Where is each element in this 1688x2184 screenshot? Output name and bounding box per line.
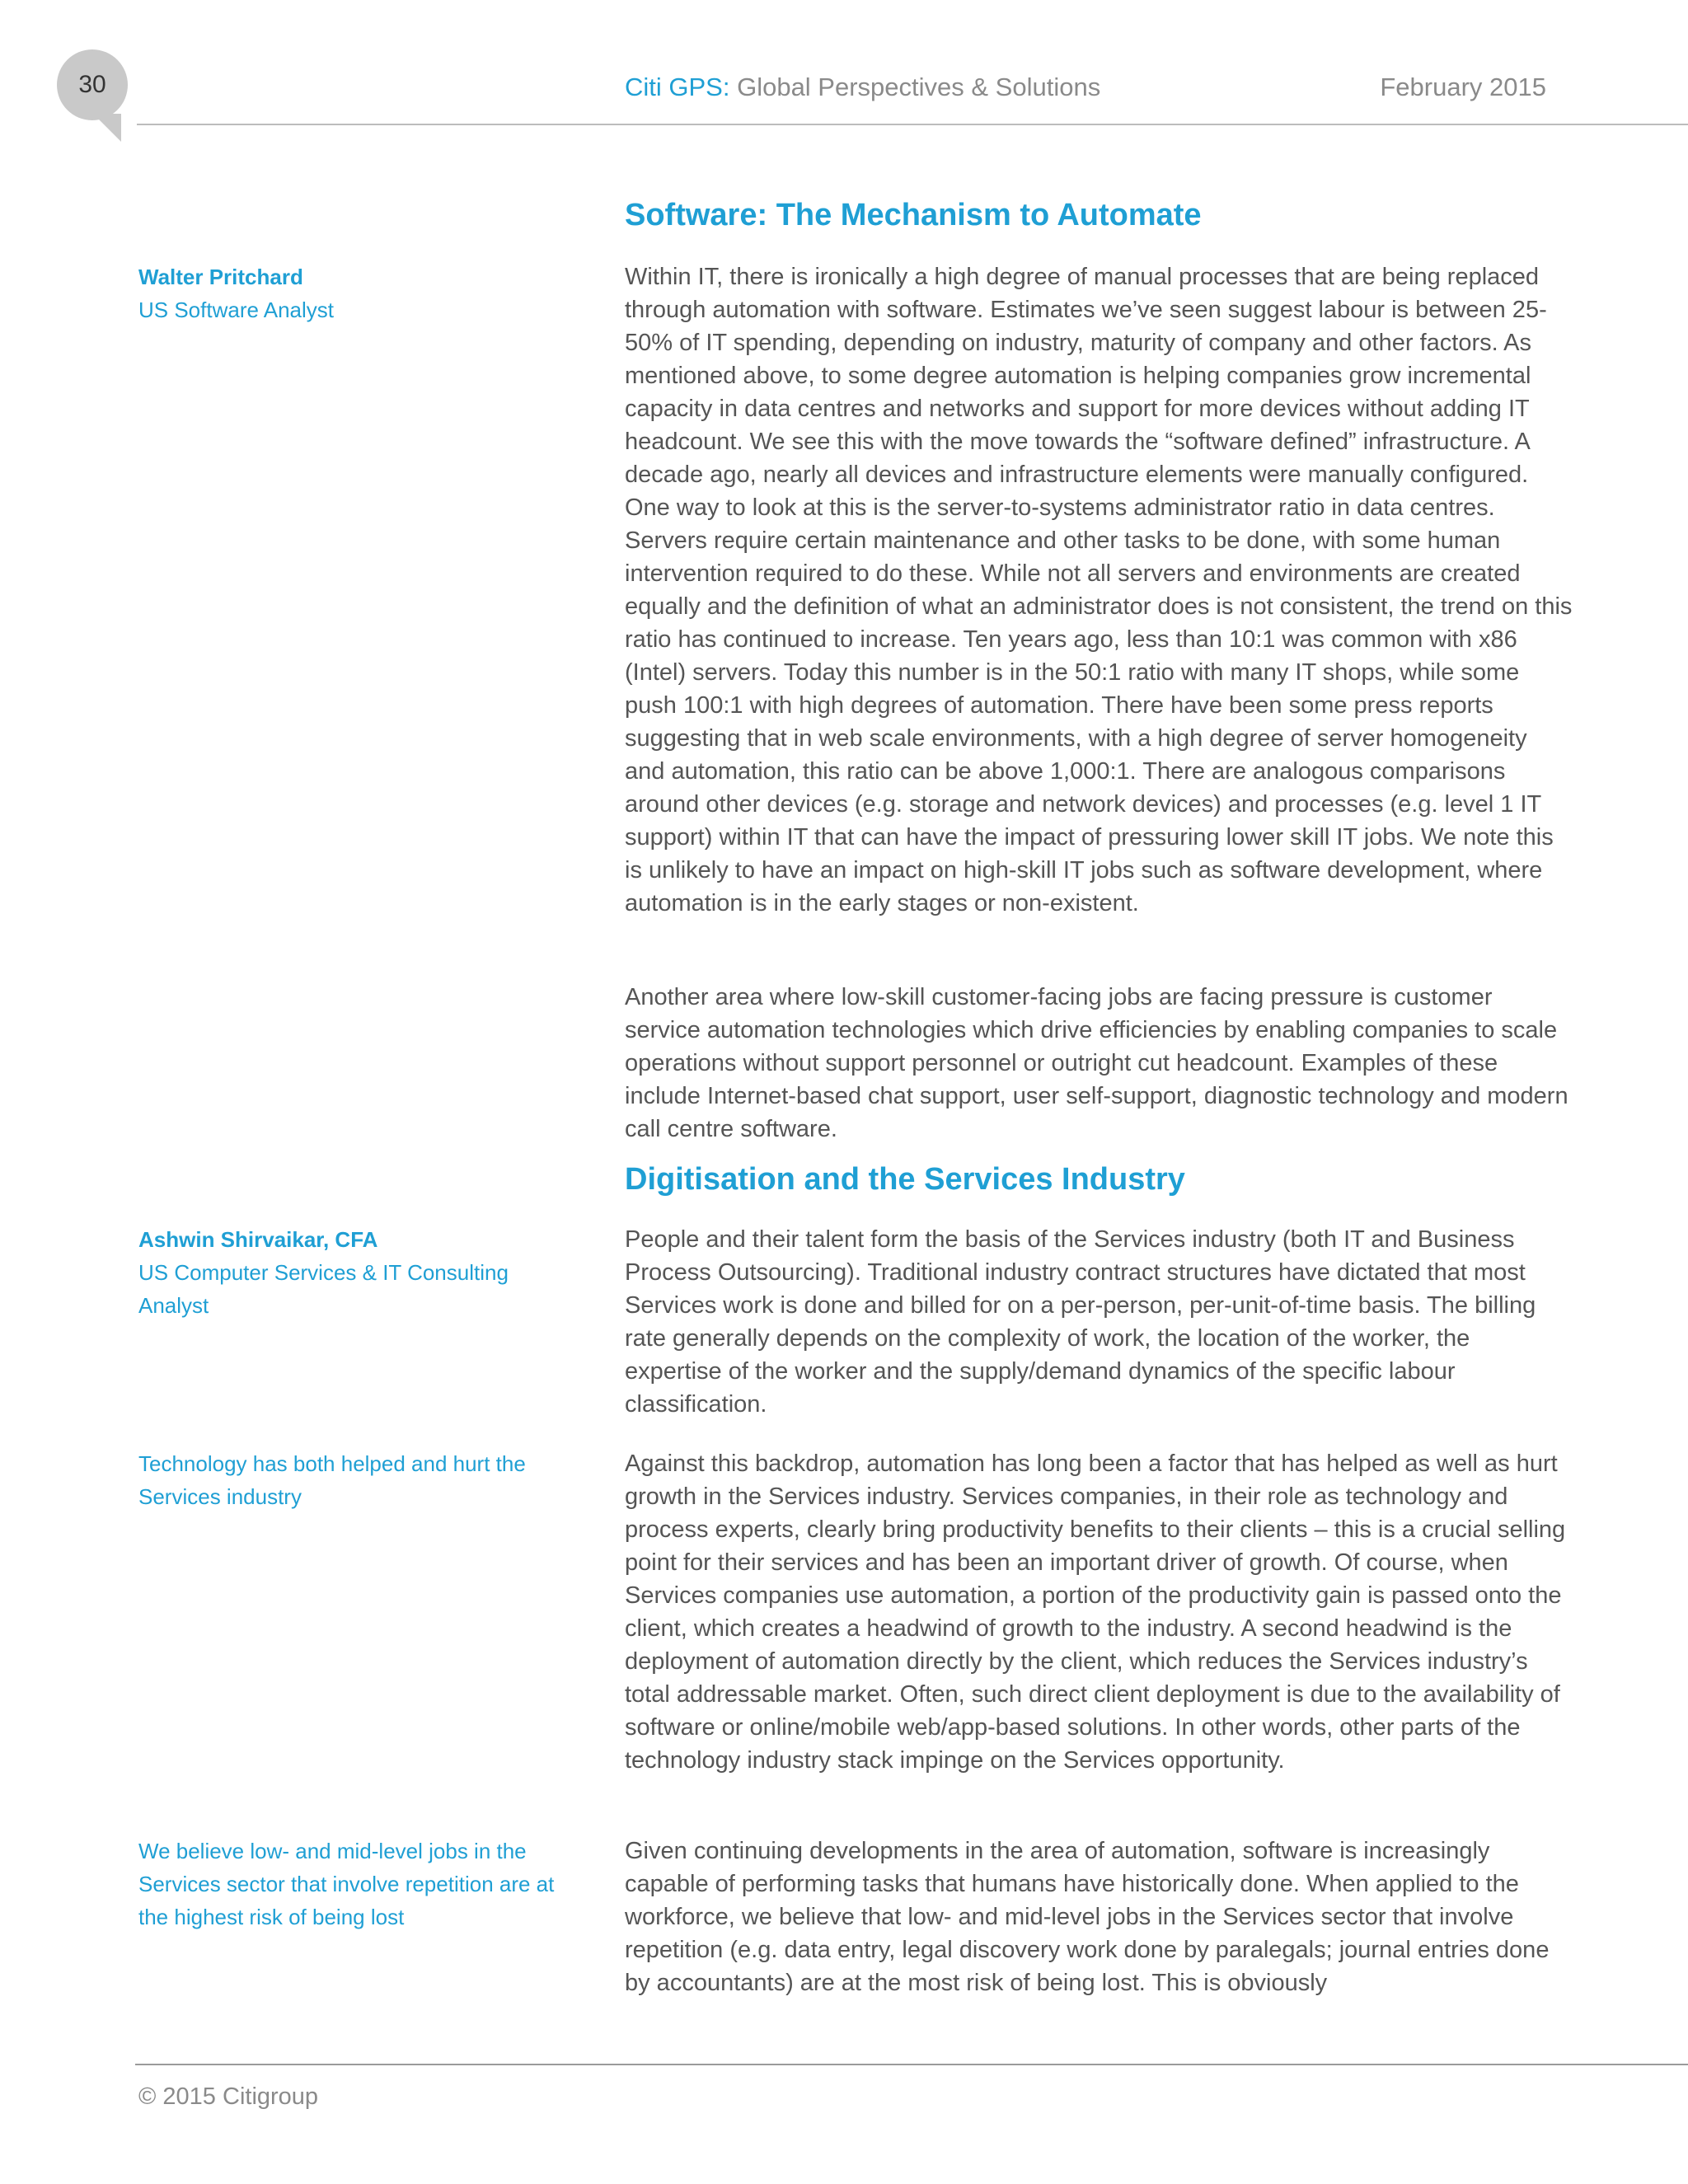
sidebar-note-risk: We believe low- and mid-level jobs in the Services sector that involve repetition are at the highest risk of being lost — [138, 1839, 555, 1929]
page-number: 30 — [78, 71, 106, 98]
paragraph-software-1: Within IT, there is ironically a high degree of manual processes that are being replaced through automation with software. Estimates we’ve seen suggest labour is between 25-50% of IT spending, depending on industry, maturity of company and other factors. As mentioned above, to some degree automation is helping companies grow incremental capacity in data centres and networks and support for more devices without adding IT headcount. We see this with the move towards the “software defined” infrastructure. A decade ago, nearly all devices and infrastructure elements were manually configured. One way to look at this is the server-to-systems administrator ratio in data centres. Servers require certain maintenance and other tasks to be done, with some human intervention required to do these. While not all servers and environments are created equally and the definition of what an administrator does is not consistent, the trend on this ratio has continued to increase. Ten years ago, less than 10:1 was common with x86 (Intel) servers. Today this number is in the 50:1 ratio with many IT shops, while some push 100:1 with high degrees of automation. There have been some press reports suggesting that in web scale environments, with a high degree of server homogeneity and automation, this ratio can be above 1,000:1. There are analogous comparisons around other devices (e.g. storage and network devices) and processes (e.g. level 1 IT support) within IT that can have the impact of pressuring lower skill IT jobs. We note this is unlikely to have an impact on high-skill IT jobs such as software development, where automation is in the early stages or non-existent. — [625, 264, 1573, 916]
header-rule — [137, 124, 1688, 125]
sidebar-author-shirvaikar — [138, 1223, 584, 1322]
paragraph-services-3: Given continuing developments in the area of automation, software is increasingly capable of performing tasks that humans have historically done. When applied to the workforce, we believe that low- and mid-level jobs in the Services sector that involve repetition (e.g. data entry, legal discovery work done by paralegals; journal entries done by accountants) are at the most risk of being lost. This is obviously — [625, 1838, 1550, 1996]
brand-name: Citi GPS: — [625, 73, 730, 101]
sidebar-note-technology: Technology has both helped and hurt the Services industry — [138, 1451, 526, 1509]
author-role: US Computer Services & IT Consulting Analyst — [138, 1260, 509, 1318]
section-heading-services: Digitisation and the Services Industry — [625, 1162, 1185, 1197]
author-name: Ashwin Shirvaikar, CFA — [138, 1227, 378, 1252]
page-number-badge — [57, 49, 128, 120]
paragraph-services-2: Against this backdrop, automation has long been a factor that has helped as well as hurt growth in the Services industry. Services companies, in their role as technology and process experts, clearly bring productivity benefits to their clients – this is a crucial selling point for their services and has been an important driver of growth. Of course, when Services companies use automation, a portion of the productivity gain is passed onto the client, which creates a headwind of growth to the industry. A second headwind is the deployment of automation directly by the client, which reduces the Services industry’s total addressable market. Often, such direct client deployment is due to the availability of software or online/mobile web/app-based solutions. In other words, other parts of the technology industry stack impinge on the Services opportunity. — [625, 1451, 1566, 1774]
brand-subtitle: Global Perspectives & Solutions — [729, 73, 1101, 101]
header-date: February 2015 — [1380, 73, 1546, 101]
author-role: US Software Analyst — [138, 298, 334, 322]
footer-copyright: © 2015 Citigroup — [138, 2083, 319, 2110]
footer-rule — [135, 2064, 1688, 2065]
paragraph-software-2: Another area where low-skill customer-facing jobs are facing pressure is customer service automation technologies which drive efficiencies by enabling companies to scale operations without support personnel or outright cut headcount. Examples of these include Internet-based chat support, user self-support, diagnostic technology and modern call centre software. — [625, 984, 1568, 1142]
page-badge-tail — [93, 114, 121, 142]
section-heading-software: Software: The Mechanism to Automate — [625, 198, 1202, 232]
header-brand — [625, 73, 1100, 102]
paragraph-services-1: People and their talent form the basis of the Services industry (both IT and Business Process Outsourcing). Traditional industry contract structures have dictated that most Services work is done and billed for on a per-person, per-unit-of-time basis. The billing rate generally depends on the complexity of work, the location of the worker, the expertise of the worker and the supply/demand dynamics of the specific labour classification. — [625, 1226, 1536, 1418]
author-name: Walter Pritchard — [138, 265, 303, 289]
sidebar-author-pritchard — [138, 260, 584, 326]
